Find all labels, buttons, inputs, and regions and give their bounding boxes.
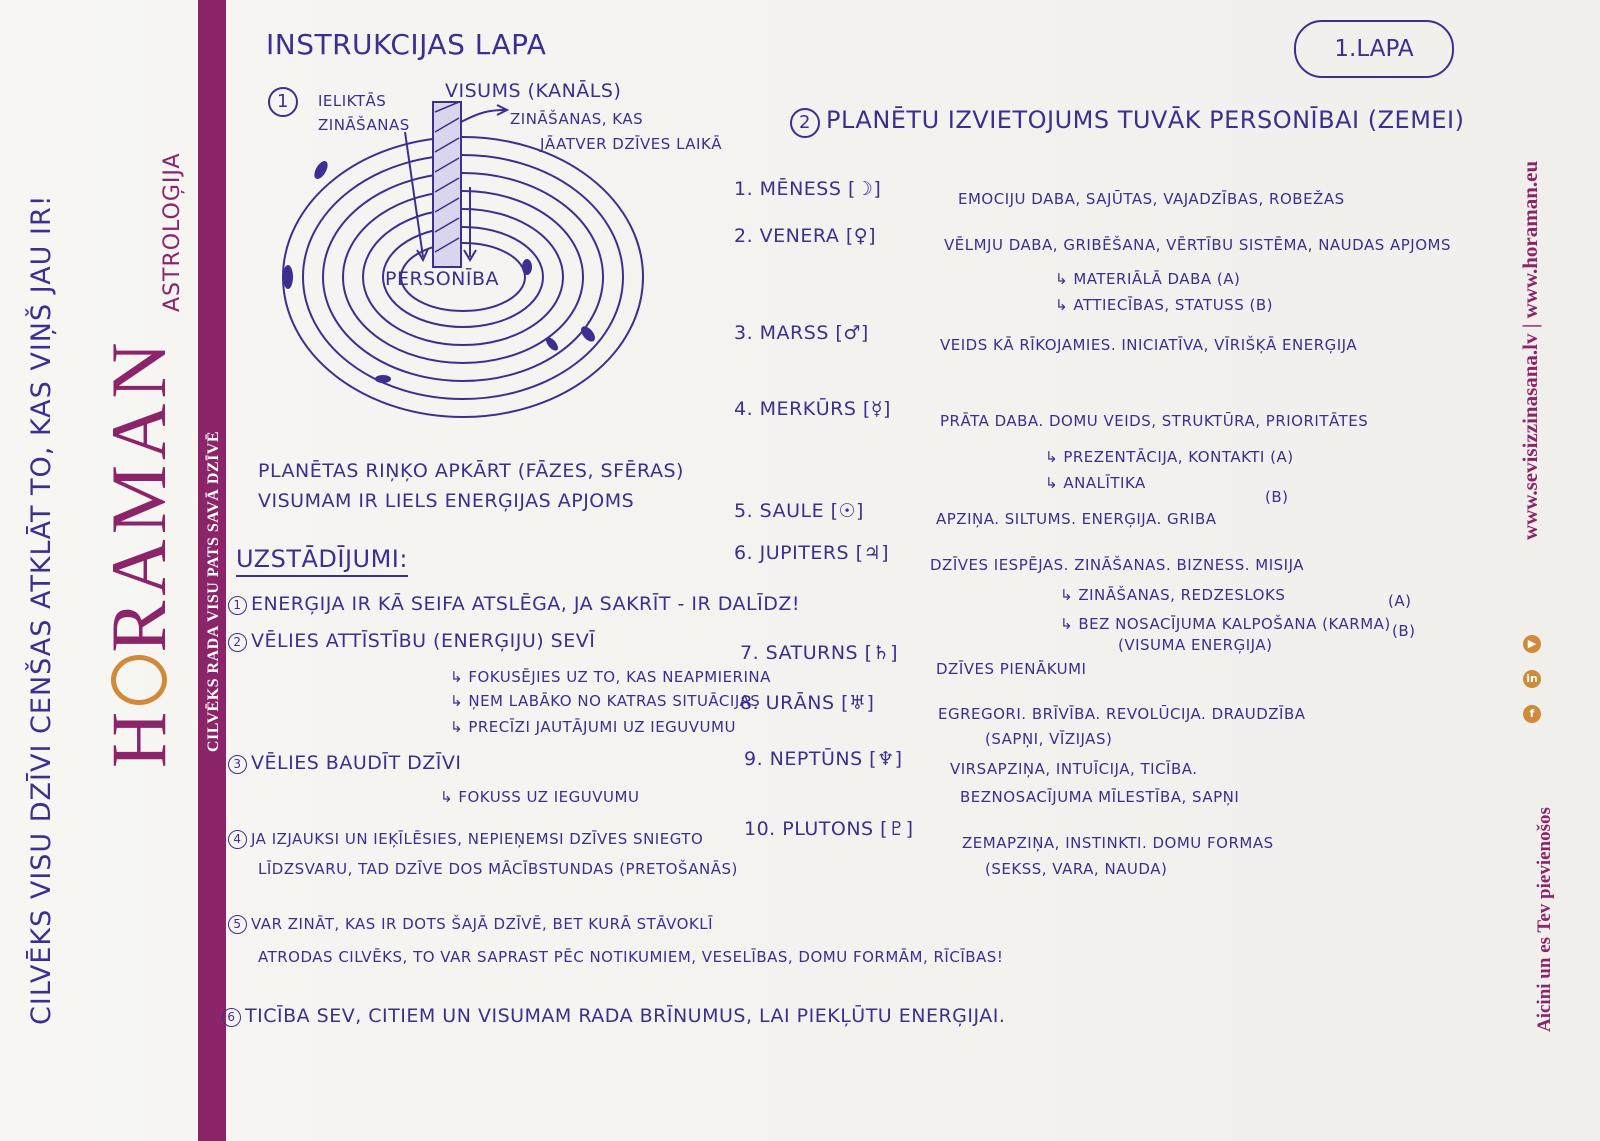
- diagram-center-label: PERSONĪBA: [385, 268, 500, 290]
- planet-mars-desc: VEIDS KĀ RĪKOJAMIES. INICIATĪVA, VĪRIŠĶĀ ENERĢIJA: [940, 336, 1358, 354]
- planet-venus-desc: VĒLMJU DABA, GRIBĒŠANA, VĒRTĪBU SISTĒMA, NAUDAS APJOMS: [944, 236, 1451, 254]
- planet-uranus: 8. URĀNS [♅]: [740, 692, 875, 714]
- planet-sun-desc: APZIŅA. SILTUMS. ENERĢIJA. GRIBA: [936, 510, 1217, 528]
- diagram-left-label-1: IELIKTĀS: [318, 92, 387, 110]
- planet-dot: [283, 265, 293, 289]
- setting-item-1: 1 ENERĢIJA IR KĀ SEIFA ATSLĒGA, JA SAKRĪT - IR DALĪDZ!: [228, 593, 800, 615]
- planet-venus-sub: ↳ ATTIECĪBAS, STATUSS (B): [1055, 296, 1273, 314]
- setting-item-4-cont: LĪDZSVARU, TAD DZĪVE DOS MĀCĪBSTUNDAS (PRETOŠANĀS): [258, 860, 738, 878]
- planet-mercury-desc: PRĀTA DABA. DOMU VEIDS, STRUKTŪRA, PRIORITĀTES: [940, 412, 1369, 430]
- universe-channel: [433, 102, 461, 267]
- planet-jupiter-desc: DZĪVES IESPĒJAS. ZINĀŠANAS. BIZNESS. MISIJA: [930, 556, 1304, 574]
- planet-jupiter-sub: ↳ ZINĀŠANAS, REDZESLOKS: [1060, 586, 1286, 604]
- setting-item-3-sub: ↳ FOKUSS UZ IEGUVUMU: [440, 788, 640, 806]
- setting-item-2-sub: ↳ ŅEM LABĀKO NO KATRAS SITUĀCIJAS: [450, 692, 761, 710]
- planet-moon: 1. MĒNESS [☽]: [734, 178, 882, 200]
- page-badge: 1.LAPA: [1294, 20, 1454, 78]
- setting-item-2-sub: ↳ FOKUSĒJIES UZ TO, KAS NEAPMIERINA: [450, 668, 771, 686]
- planet-pluto-desc: ZEMAPZIŅA, INSTINKTI. DOMU FORMAS: [962, 834, 1274, 852]
- settings-heading: UZSTĀDĪJUMI:: [236, 545, 408, 577]
- youtube-icon[interactable]: ▶: [1523, 635, 1541, 653]
- diagram-top-label: VISUMS (KANĀLS): [445, 80, 622, 102]
- planet-venus-sub: ↳ MATERIĀLĀ DABA (A): [1055, 270, 1241, 288]
- planet-uranus-desc: EGREGORI. BRĪVĪBA. REVOLŪCIJA. DRAUDZĪBA: [938, 705, 1306, 723]
- planet-moon-desc: EMOCIJU DABA, SAJŪTAS, VAJADZĪBAS, ROBEŽAS: [958, 190, 1345, 208]
- planet-pluto-sub: (SEKSS, VARA, NAUDA): [985, 860, 1168, 878]
- setting-item-2: 2 VĒLIES ATTĪSTĪBU (ENERĢIJU) SEVĪ: [228, 630, 595, 652]
- setting-item-5: 5 VAR ZINĀT, KAS IR DOTS ŠAJĀ DZĪVĒ, BET KURĀ STĀVOKLĪ: [228, 915, 713, 934]
- footer-urls[interactable]: www.sevisizzinasana.lv | www.horaman.eu: [1518, 160, 1542, 540]
- diagram-note-2: VISUMAM IR LIELS ENERĢIJAS APJOMS: [258, 490, 635, 512]
- planet-mercury-sub-tag: (B): [1265, 488, 1289, 506]
- planet-neptune-sub: BEZNOSACĪJUMA MĪLESTĪBA, SAPŅI: [960, 788, 1240, 806]
- planet-neptune-desc: VIRSAPZIŅA, INTUĪCIJA, TICĪBA.: [950, 760, 1198, 778]
- setting-item-3: 3 VĒLIES BAUDĪT DZĪVI: [228, 752, 461, 774]
- planets-heading: 2 PLANĒTU IZVIETOJUMS TUVĀK PERSONĪBAI (ZEMEI): [790, 106, 1465, 138]
- planet-mercury: 4. MERKŪRS [☿]: [734, 398, 891, 420]
- planet-jupiter-sub: ↳ BEZ NOSACĪJUMA KALPOŠANA (KARMA): [1060, 615, 1391, 633]
- planet-saturn: 7. SATURNS [♄]: [740, 642, 898, 664]
- planet-saturn-desc: DZĪVES PIENĀKUMI: [936, 660, 1087, 678]
- planet-dot: [375, 375, 391, 383]
- facebook-icon[interactable]: f: [1523, 705, 1541, 723]
- brand-logo-o: [111, 655, 167, 705]
- planet-mercury-sub: ↳ PREZENTĀCIJA, KONTAKTI (A): [1045, 448, 1294, 466]
- planet-dot: [312, 159, 331, 181]
- planet-dot: [522, 259, 532, 275]
- margin-note: CILVĒKS VISU DZĪVI CENŠAS ATKLĀT TO, KAS VIŅŠ JAU IR!: [26, 194, 57, 1025]
- setting-item-5-cont: ATRODAS CILVĒKS, TO VAR SAPRAST PĒC NOTIKUMIEM, VESELĪBAS, DOMU FORMĀM, RĪCĪBAS!: [258, 948, 1004, 966]
- planet-jupiter-sub-tag: (A): [1388, 592, 1412, 610]
- planet-pluto: 10. PLUTONS [♇]: [744, 818, 914, 840]
- planet-neptune: 9. NEPTŪNS [♆]: [744, 748, 903, 770]
- page-title: INSTRUKCIJAS LAPA: [266, 28, 547, 61]
- footer-invite: Aicini un es Tev pievienošos: [1534, 807, 1555, 1032]
- planet-mercury-sub: ↳ ANALĪTIKA: [1045, 474, 1146, 492]
- planet-jupiter: 6. JUPITERS [♃]: [734, 542, 890, 564]
- planet-jupiter-sub-tag: (B): [1392, 622, 1416, 640]
- brand-section: ASTROLOĢIJA: [160, 152, 185, 312]
- planet-mars: 3. MARSS [♂]: [734, 322, 869, 344]
- brand-tagline: CILVĒKS RADA VISU PATS SAVĀ DZĪVĒ: [205, 430, 222, 752]
- planet-venus: 2. VENERA [♀]: [734, 225, 877, 247]
- setting-item-4: 4 JA IZJAUKSI UN IEĶĪLĒSIES, NEPIEŅEMSI DZĪVES SNIEGTO: [228, 830, 703, 849]
- diagram-left-label-2: ZINĀŠANAS: [318, 116, 410, 134]
- diagram-note-1: PLANĒTAS RIŅĶO APKĀRT (FĀZES, SFĒRAS): [258, 460, 684, 482]
- setting-item-2-sub: ↳ PRECĪZI JAUTĀJUMI UZ IEGUVUMU: [450, 718, 736, 736]
- setting-item-6: 6 TICĪBA SEV, CITIEM UN VISUMAM RADA BRĪNUMUS, LAI PIEKĻŪTU ENERĢIJAI.: [222, 1005, 1005, 1027]
- diagram-right-label-2: JĀATVER DZĪVES LAIKĀ: [540, 135, 723, 153]
- planet-sun: 5. SAULE [☉]: [734, 500, 864, 522]
- linkedin-icon[interactable]: in: [1523, 670, 1541, 688]
- planet-jupiter-sub: (VISUMA ENERĢIJA): [1118, 636, 1273, 654]
- diagram-right-label-1: ZINĀŠANAS, KAS: [510, 110, 644, 128]
- arrow-knowledge: [461, 110, 505, 122]
- brand-logo: HRAMAN: [95, 337, 182, 768]
- diagram-number: 1: [268, 85, 304, 117]
- planet-uranus-sub: (SAPŅI, VĪZIJAS): [985, 730, 1113, 748]
